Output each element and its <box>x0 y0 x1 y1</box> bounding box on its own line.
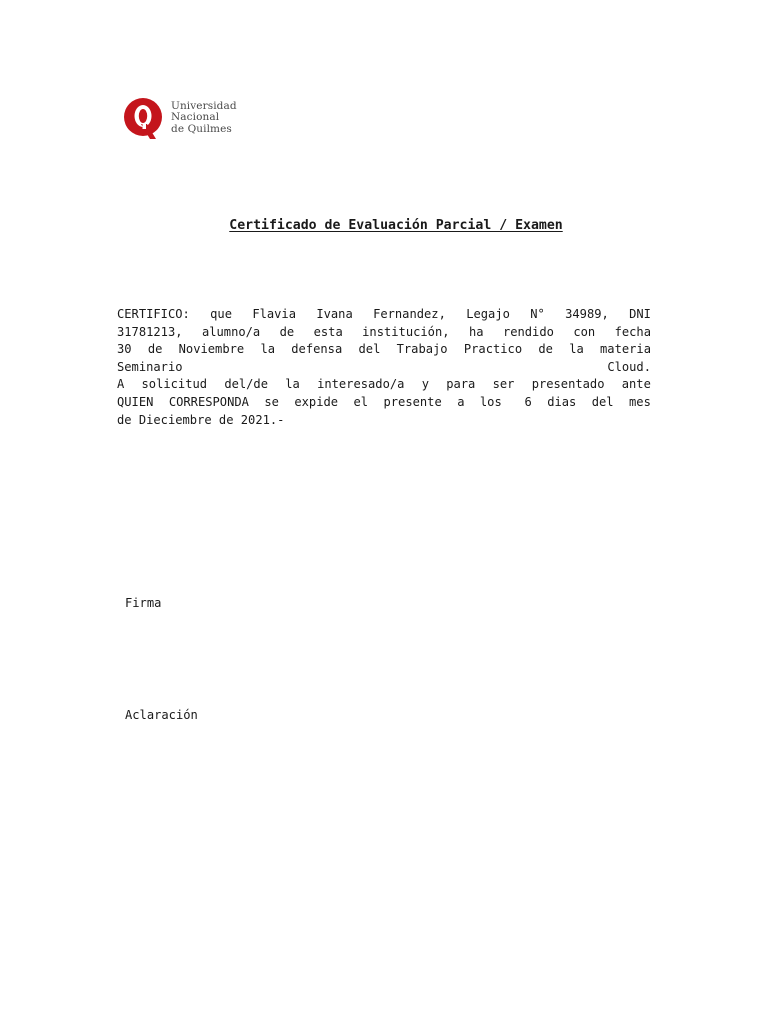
body-word: DNI <box>629 307 651 321</box>
body-word: a <box>457 394 465 409</box>
body-word: alumno/a <box>201 324 261 339</box>
body-word: institución, <box>362 324 450 339</box>
body-word: solicitud <box>141 377 208 392</box>
document-title <box>0 218 768 233</box>
certificate-body <box>117 306 651 429</box>
document-title-text: Certificado de Evaluación Parcial / Examen <box>229 218 563 233</box>
body-word: 34989, <box>565 307 609 321</box>
body-word: Flavia <box>252 307 296 321</box>
body-word: los <box>479 394 502 409</box>
body-word: Fernandez, <box>373 307 446 321</box>
body-word: mes <box>629 394 651 409</box>
body-word: A <box>117 377 125 392</box>
body-word: Practico <box>463 342 523 357</box>
logo-line-1: Universidad <box>171 99 237 112</box>
quilmes-q-logo-icon <box>123 96 165 140</box>
body-line-6 <box>117 394 651 412</box>
body-word: 31781213, <box>117 324 183 339</box>
body-word: ha <box>468 324 484 339</box>
university-name <box>171 101 237 136</box>
body-line-3 <box>117 341 651 359</box>
body-line-1 <box>117 306 651 324</box>
body-word: del/de <box>224 377 268 392</box>
body-word: CORRESPONDA <box>168 394 249 409</box>
body-line-5 <box>117 376 651 394</box>
body-word: ante <box>621 377 651 392</box>
body-word: la <box>569 342 584 357</box>
body-word: materia <box>600 342 651 357</box>
body-word: 30 <box>117 342 132 357</box>
body-word: presentado <box>531 377 605 392</box>
body-word: rendido <box>502 324 554 339</box>
body-word: del <box>591 394 614 409</box>
body-word: dias <box>547 394 577 409</box>
logo-line-3: de Quilmes <box>171 122 232 135</box>
body-word: de <box>538 342 553 357</box>
body-word: interesado/a <box>317 377 405 392</box>
body-word: QUIEN <box>117 394 154 409</box>
body-word: esta <box>313 324 343 339</box>
body-word: Ivana <box>316 307 353 321</box>
clarification-label: Aclaración <box>125 708 198 722</box>
body-word: de <box>279 324 295 339</box>
body-word: del <box>358 342 381 357</box>
body-word: para <box>446 377 476 392</box>
body-word: fecha <box>614 324 651 339</box>
body-word: N° <box>530 307 545 321</box>
body-line-2 <box>117 324 651 342</box>
body-word: defensa <box>291 342 343 357</box>
body-word: el <box>353 394 369 409</box>
signature-label: Firma <box>125 596 162 610</box>
body-word: Legajo <box>466 307 510 321</box>
body-word: expide <box>294 394 339 409</box>
university-logo <box>123 95 237 141</box>
logo-line-2: Nacional <box>171 111 220 124</box>
body-word: de <box>147 342 163 357</box>
body-word: la <box>285 377 300 392</box>
body-line-4 <box>117 359 651 377</box>
body-word: ser <box>492 377 515 392</box>
body-word: CERTIFICO: <box>117 307 190 321</box>
body-word: la <box>260 342 276 357</box>
body-word: Cloud. <box>607 359 651 374</box>
body-line-7: de Dieciembre de 2021.- <box>117 412 285 427</box>
body-word: presente <box>383 394 442 409</box>
body-word: Noviembre <box>178 342 245 357</box>
body-word: y <box>421 377 429 392</box>
body-word: 6 <box>517 394 532 409</box>
body-word: Seminario <box>117 359 183 374</box>
body-word: Trabajo <box>396 342 448 357</box>
body-word: que <box>210 307 232 321</box>
body-word: con <box>573 324 596 339</box>
body-word: se <box>264 394 279 409</box>
